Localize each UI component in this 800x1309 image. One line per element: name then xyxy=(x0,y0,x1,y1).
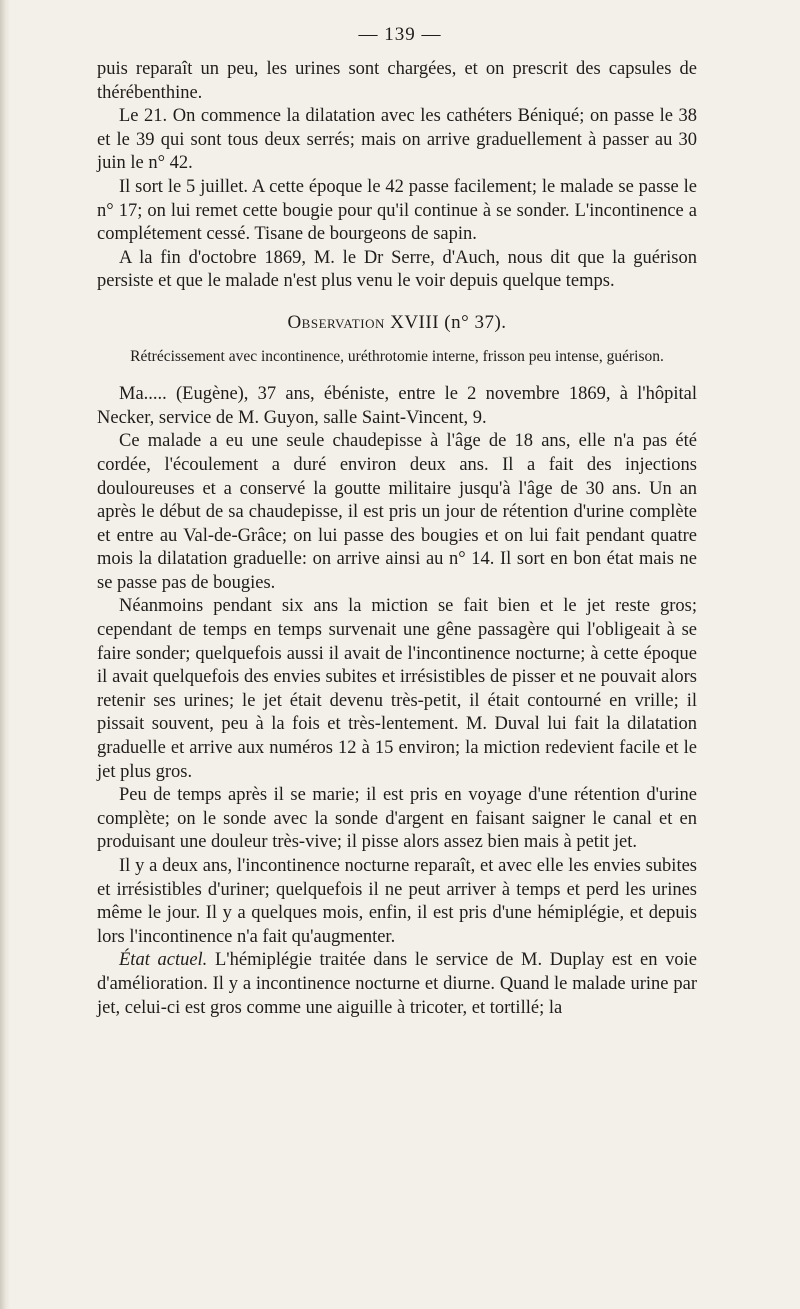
paragraph-history: Ce malade a eu une seule chaudepisse à l'âge de 18 ans, elle n'a pas été cordée, l'écoulement a duré environ deux ans. Il a fait des injections douloureuses et a conservé la goutte militaire jusqu'à l'âge de 30 ans. Un an après le début de sa chaudepisse, il est pris un jour de rétention d'urine complète et entre au Val-de-Grâce; on lui passe des bougies et on lui fait pendant quatre mois la dilatation graduelle: on arrive ainsi au n° 14. Il sort en bon état mais ne se passe pas de bougies. xyxy=(97,431,697,593)
observation-title: Observation XVIII xyxy=(287,311,440,333)
paragraph-etat-actuel xyxy=(97,949,697,1020)
observation-heading xyxy=(97,311,697,335)
page-body xyxy=(97,58,697,1020)
paragraph-patient: Ma..... (Eugène), 37 ans, ébéniste, entre le 2 novembre 1869, à l'hôpital Necker, service de M. Guyon, salle Saint-Vincent, 9. xyxy=(97,384,697,428)
observation-number: (n° 37). xyxy=(444,311,507,333)
paragraph-continued: puis reparaît un peu, les urines sont chargées, et on prescrit des capsules de thérébenthine. xyxy=(97,59,697,103)
paragraph-mariage: Peu de temps après il se marie; il est pris en voyage d'une rétention d'urine complète; on le sonde avec la sonde d'argent en faisant saigner le canal et en produisant une douleur très-vive; il pisse alors assez bien mais à petit jet. xyxy=(97,785,697,853)
page-binding-shadow xyxy=(0,0,10,1309)
page-number: — 139 — xyxy=(358,24,442,45)
paragraph-miction: Néanmoins pendant six ans la miction se fait bien et le jet reste gros; cependant de temps en temps survenait une gêne passagère qui l'obligeait à se faire sonder; quelquefois aussi il avait de l'incontinence nocturne; à cette époque il avait quelquefois des envies subites et irrésistibles de pisser et ne pouvait alors retenir ses urines; le jet était devenu très-petit, il était contourné en vrille; il pissait souvent, peu à la fois et très-lentement. M. Duval lui fait la dilatation graduelle et arrive aux numéros 12 à 15 environ; la miction redevient facile et le jet plus gros. xyxy=(97,596,697,782)
paragraph-dilatation: Le 21. On commence la dilatation avec les cathéters Béniqué; on passe le 38 et le 39 qui sont tous deux serrés; mais on arrive graduellement à passer au 30 juin le n° 42. xyxy=(97,106,697,174)
paragraph-sortie: Il sort le 5 juillet. A cette époque le 42 passe facilement; le malade se passe le n° 17; on lui remet cette bougie pour qu'il continue à se sonder. L'incontinence a complétement cessé. Tisane de bourgeons de sapin. xyxy=(97,176,697,245)
etat-actuel-text: L'hémiplégie traitée dans le service de M. Duplay est en voie d'amélioration. Il y a incontinence nocturne et diurne. Quand le malade urine par jet, celui-ci est gros comme une aiguille à tricoter, et tortillé; la xyxy=(97,950,697,1018)
observation-summary: Rétrécissement avec incontinence, uréthrotomie interne, frisson peu intense, guérison. xyxy=(130,347,664,365)
paragraph-incontinence: Il y a deux ans, l'incontinence nocturne reparaît, et avec elle les envies subites et irrésistibles d'uriner; quelquefois il ne peut arriver à temps et perd les urines même le jour. Il y a quelques mois, enfin, il est pris d'une hémiplégie, et depuis lors l'incontinence n'a fait qu'augmenter. xyxy=(97,856,697,947)
paragraph-guerison: A la fin d'octobre 1869, M. le Dr Serre, d'Auch, nous dit que la guérison persiste et que le malade n'est plus venu le voir depuis quelque temps. xyxy=(97,247,697,292)
etat-actuel-label: État actuel. xyxy=(119,950,208,971)
